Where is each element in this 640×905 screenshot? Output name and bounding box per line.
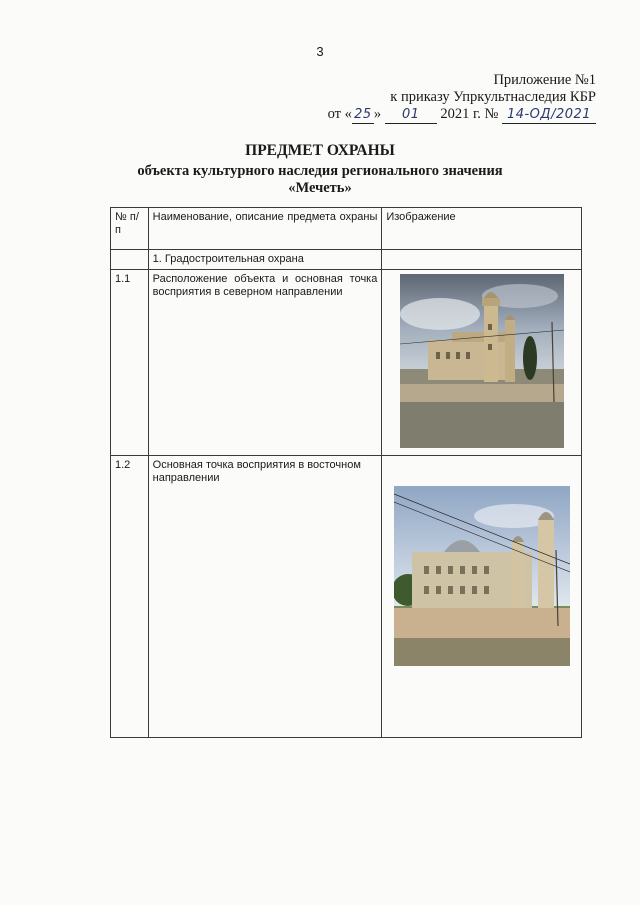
date-mid: » bbox=[373, 106, 382, 122]
order-number-field bbox=[502, 106, 596, 124]
section-image-cell bbox=[382, 250, 582, 270]
row-image-cell bbox=[382, 270, 582, 456]
table-section-row bbox=[111, 250, 582, 270]
table-row bbox=[111, 270, 582, 456]
appendix-header bbox=[328, 72, 596, 124]
mosque-east-photo bbox=[394, 486, 570, 666]
page-number: 3 bbox=[316, 44, 324, 59]
mosque-north-photo bbox=[400, 274, 564, 448]
table-header-row bbox=[111, 208, 582, 250]
row-description: Основная точка восприятия в восточном направлении bbox=[148, 456, 382, 738]
order-number: 14-ОД/2021 bbox=[506, 107, 592, 122]
title-subtitle: объекта культурного наследия регионального значения bbox=[137, 163, 503, 179]
row-num: 1.1 bbox=[111, 270, 149, 456]
document-title bbox=[0, 142, 640, 197]
date-day: 25 bbox=[354, 107, 372, 122]
title-main: ПРЕДМЕТ ОХРАНЫ bbox=[245, 142, 395, 159]
date-month-field bbox=[385, 106, 437, 124]
section-title: 1. Градостроительная охрана bbox=[148, 250, 382, 270]
appendix-order: к приказу Упркультнаследия КБР bbox=[390, 89, 596, 105]
date-prefix: от « bbox=[327, 106, 352, 122]
header-image: Изображение bbox=[382, 208, 582, 250]
header-name: Наименование, описание предмета охраны bbox=[148, 208, 382, 250]
row-image-cell bbox=[382, 456, 582, 738]
date-month: 01 bbox=[401, 107, 420, 122]
table-row bbox=[111, 456, 582, 738]
section-num-cell bbox=[111, 250, 149, 270]
title-object-name: «Мечеть» bbox=[288, 180, 352, 196]
protection-table bbox=[110, 207, 582, 738]
row-description: Расположение объекта и основная точка восприятия в северном направлении bbox=[148, 270, 382, 456]
date-year: 2021 г. № bbox=[440, 106, 499, 122]
appendix-title: Приложение №1 bbox=[493, 72, 596, 88]
date-day-field bbox=[352, 106, 374, 124]
header-num: № п/п bbox=[111, 208, 149, 250]
appendix-date-line bbox=[328, 106, 596, 124]
row-num: 1.2 bbox=[111, 456, 149, 738]
